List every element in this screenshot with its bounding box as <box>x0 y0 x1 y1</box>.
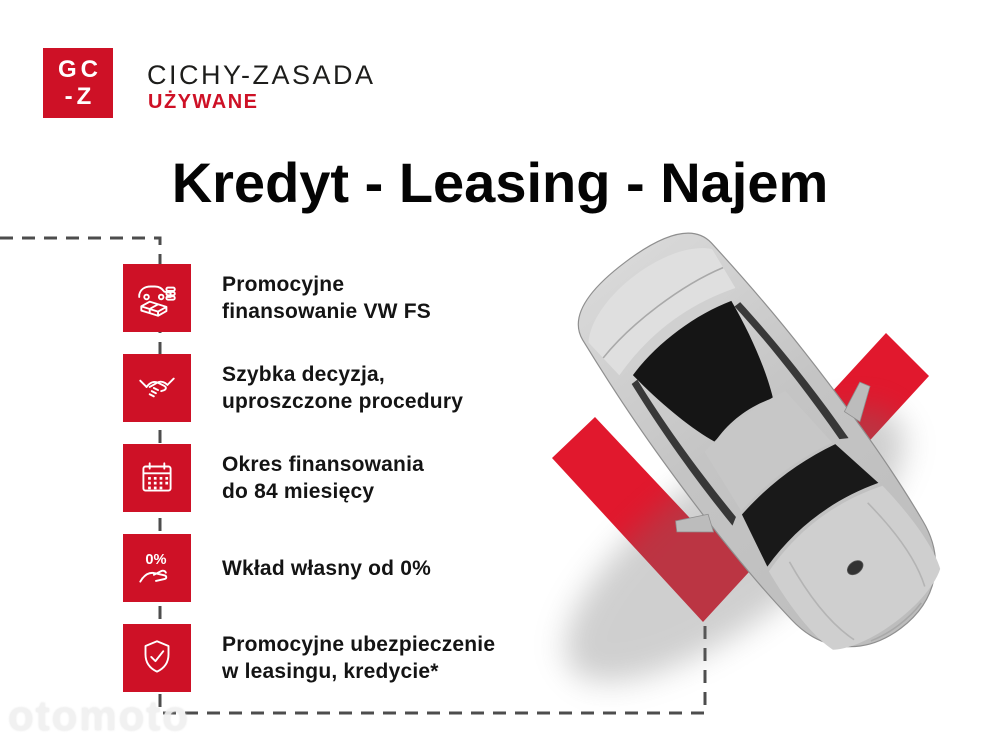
feature-icon-decision <box>123 354 191 422</box>
feature-icon-period <box>123 444 191 512</box>
feature-line: uproszczone procedury <box>222 390 464 413</box>
feature-text-period <box>222 451 562 505</box>
feature-line: finansowanie VW FS <box>222 300 431 323</box>
feature-icon-insurance <box>123 624 191 692</box>
feature-line: Promocyjne ubezpieczenie <box>222 633 496 656</box>
brand-subtitle: UŻYWANE <box>148 91 259 113</box>
car-coins-icon <box>134 275 180 321</box>
feature-text-decision <box>222 361 562 415</box>
feature-text-financing <box>222 271 562 325</box>
feature-line: do 84 miesięcy <box>222 480 375 503</box>
feature-icon-down-payment <box>123 534 191 602</box>
svg-text:0%: 0% <box>145 551 167 568</box>
brand-logo <box>43 48 113 118</box>
watermark: otomoto <box>8 692 190 739</box>
brand-name: CICHY-ZASADA <box>147 60 376 90</box>
feature-line: Promocyjne <box>222 273 345 296</box>
feature-text-insurance <box>222 631 562 685</box>
calendar-icon <box>134 455 180 501</box>
zero-percent-hand-icon <box>134 545 180 591</box>
feature-text-down-payment <box>222 555 562 582</box>
handshake-icon <box>134 365 180 411</box>
brand-logo-line1: GC <box>58 56 102 83</box>
shield-check-icon <box>134 635 180 681</box>
feature-line: Okres finansowania <box>222 453 425 476</box>
feature-line: Wkład własny od 0% <box>222 557 431 580</box>
page-title: Kredyt - Leasing - Najem <box>171 151 829 214</box>
feature-line: Szybka decyzja, <box>222 363 385 386</box>
feature-line: w leasingu, kredycie* <box>222 660 439 683</box>
brand-logo-line2: -Z <box>64 83 96 110</box>
feature-icon-financing <box>123 264 191 332</box>
